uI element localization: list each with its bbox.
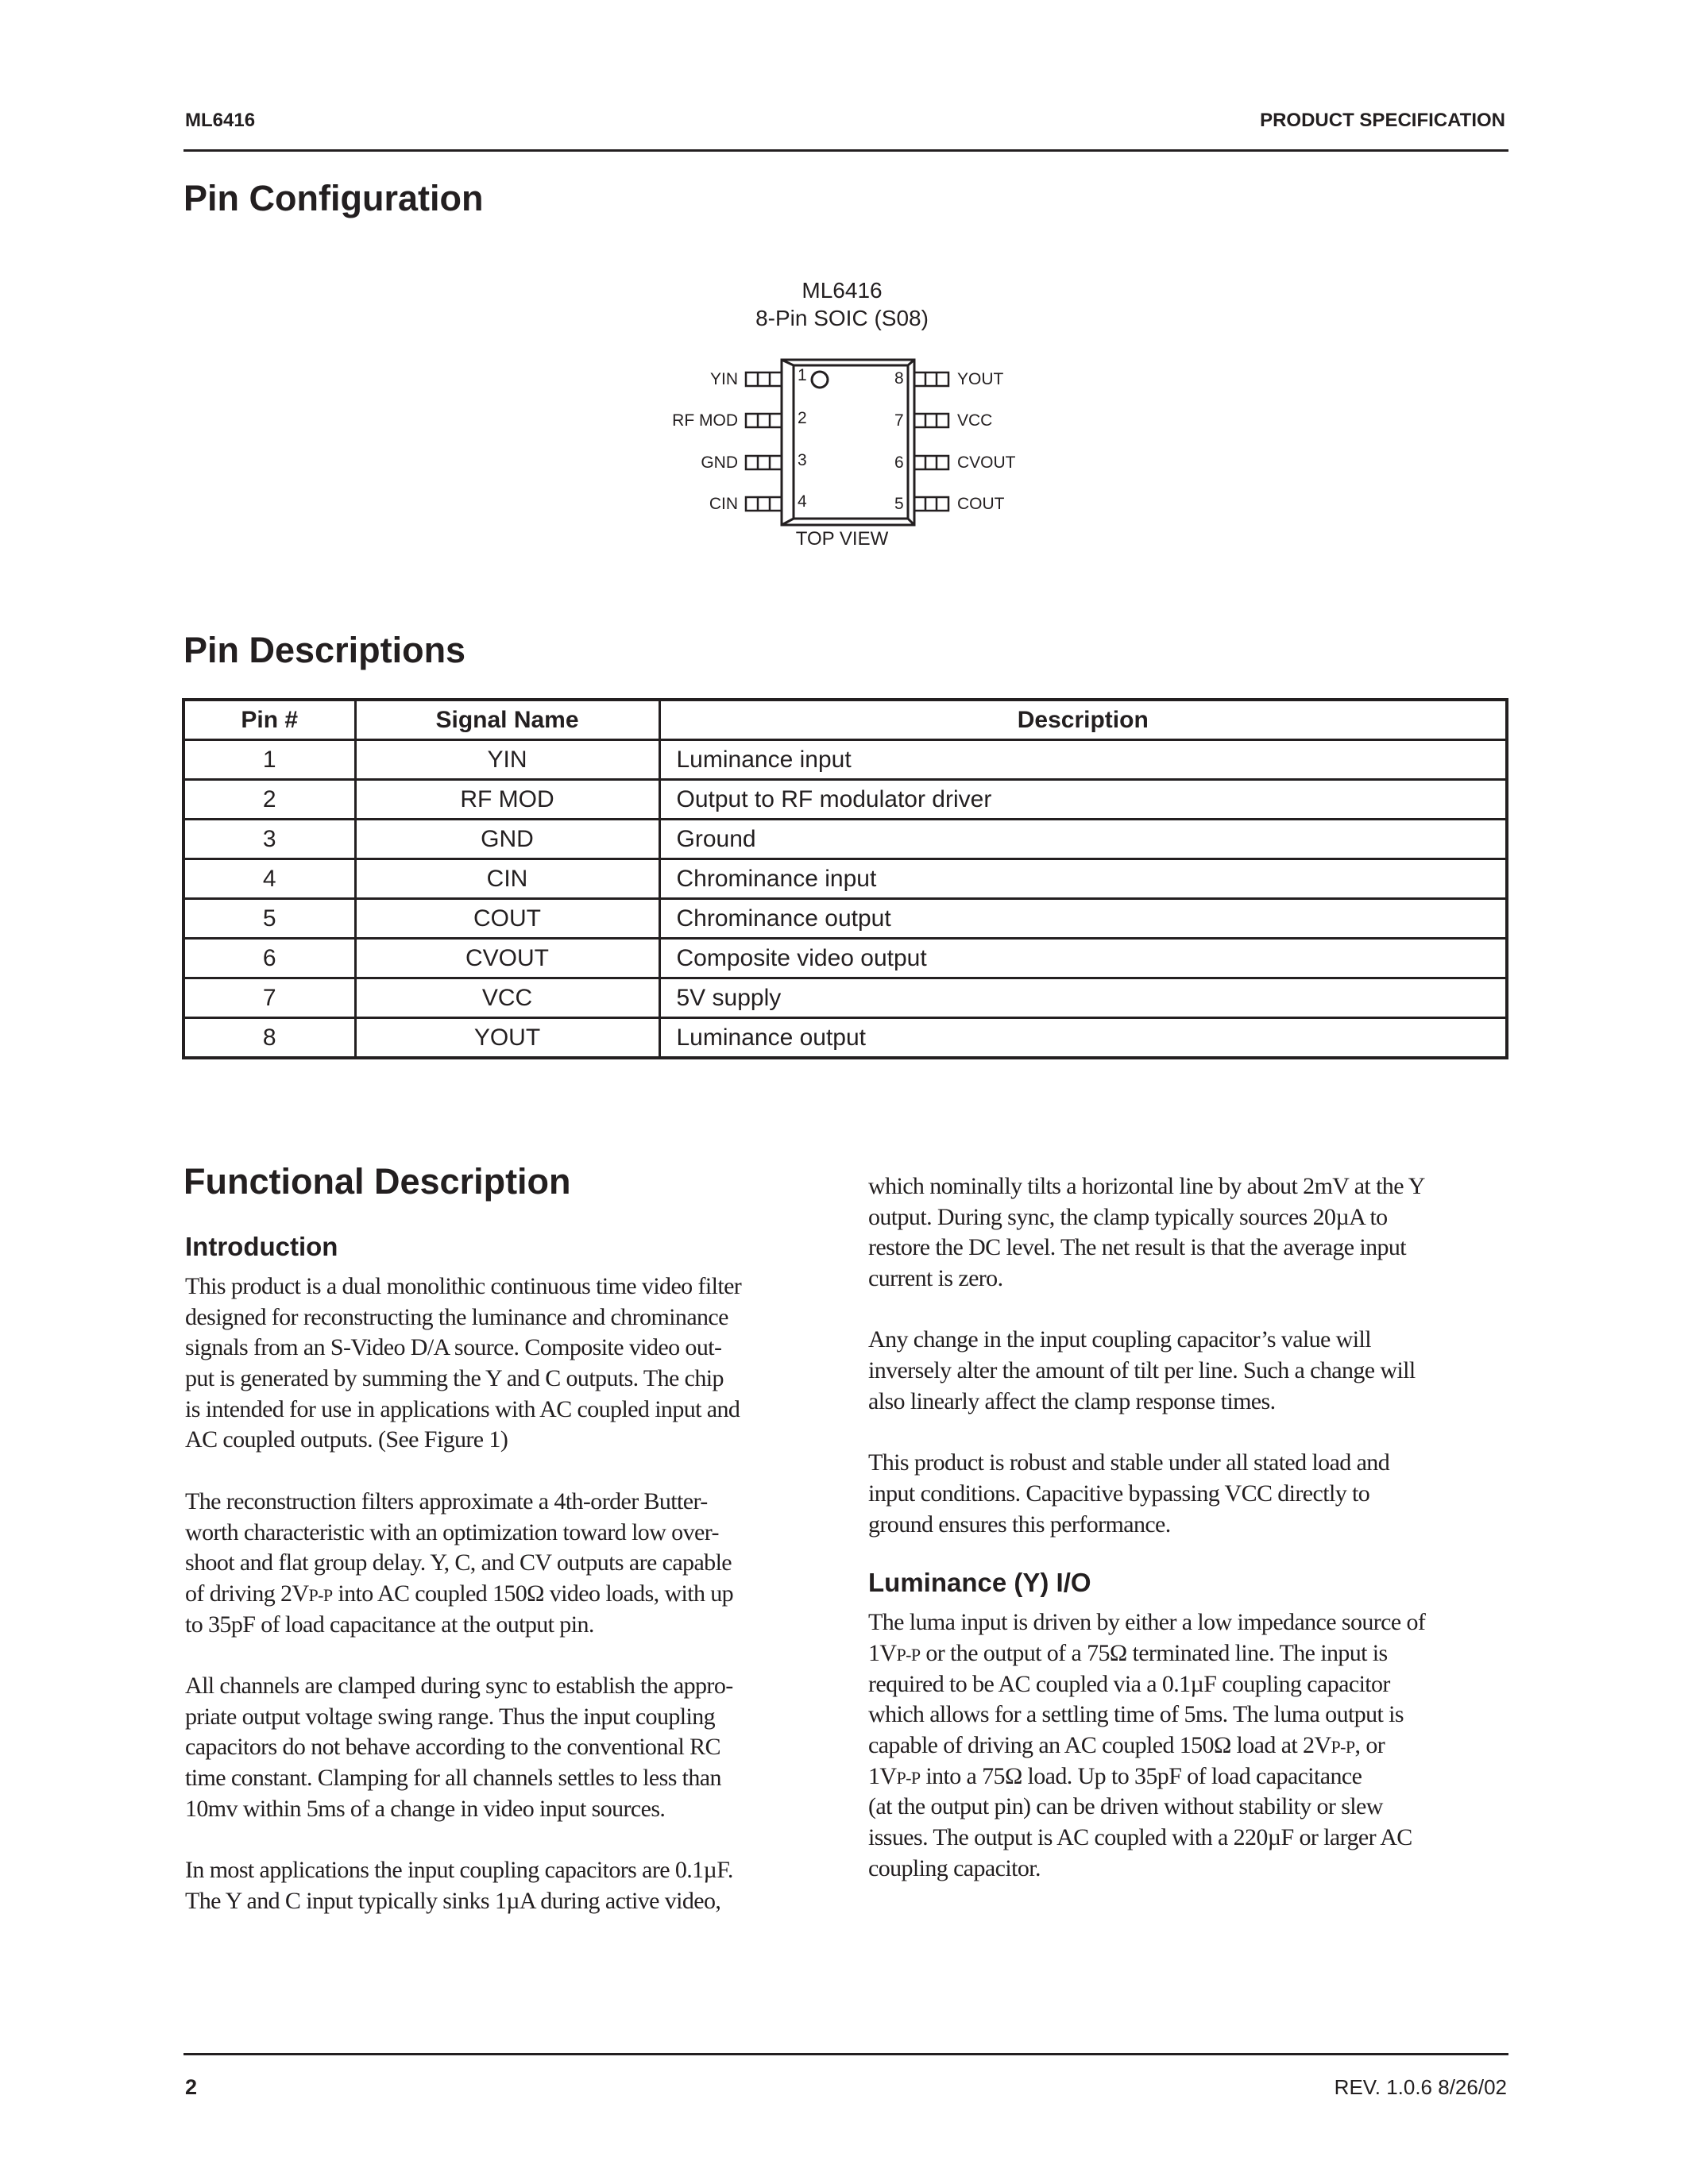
pin-number-6: 6: [894, 453, 904, 472]
pin-number-cell: 6: [183, 939, 355, 978]
intro-paragraph-4: [185, 1855, 836, 1916]
text-line: restore the DC level. The net result is that the average input: [868, 1234, 1407, 1261]
text-line: In most applications the input coupling capacitors are 0.1µF.: [185, 1857, 733, 1884]
text-line: is intended for use in applications with AC coupled input and: [185, 1395, 740, 1422]
intro-paragraph-1: [185, 1271, 836, 1456]
text-line: priate output voltage swing range. Thus the input coupling: [185, 1703, 716, 1730]
pin-number-cell: 2: [183, 780, 355, 820]
pin-number-7: 7: [894, 411, 904, 430]
pin-configuration-heading: Pin Configuration: [183, 178, 484, 218]
text-line: inversely alter the amount of tilt per line. Such a change will: [868, 1357, 1416, 1384]
text-line: coupling capacitor.: [868, 1854, 1041, 1881]
pin-number-5: 5: [894, 495, 904, 513]
text-line: worth characteristic with an optimization toward low over-: [185, 1518, 719, 1545]
text-line: time constant. Clamping for all channels settles to less than: [185, 1765, 721, 1791]
left-column: [185, 1231, 836, 1916]
text-line: capacitors do not behave according to the conventional RC: [185, 1734, 720, 1761]
text-line: 1VP-P or the output of a 75Ω terminated line. The input is: [868, 1639, 1388, 1666]
pin-number-1: 1: [798, 366, 807, 384]
text-line: The Y and C input typically sinks 1µA during active video,: [185, 1887, 721, 1914]
table-row: [183, 859, 1507, 899]
text-line: All channels are clamped during sync to establish the appro-: [185, 1672, 733, 1699]
luminance-io-heading: Luminance (Y) I/O: [868, 1568, 1091, 1598]
text-line: The reconstruction filters approximate a 4th-order Butter-: [185, 1488, 708, 1515]
text-line: current is zero.: [868, 1265, 1003, 1292]
description-cell: Composite video output: [659, 939, 1507, 978]
pin-label-2: RF MOD: [672, 411, 738, 430]
luminance-paragraph: [868, 1607, 1520, 1884]
column-header-signal-name: Signal Name: [355, 700, 659, 740]
signal-name-cell: VCC: [355, 978, 659, 1018]
text-line: The luma input is driven by either a low impedance source of: [868, 1609, 1426, 1636]
text-line: also linearly affect the clamp response times.: [868, 1387, 1276, 1414]
signal-name-cell: RF MOD: [355, 780, 659, 820]
text-line: to 35pF of load capacitance at the output pin.: [185, 1611, 594, 1638]
pin-number-4: 4: [798, 492, 807, 511]
intro-paragraph-4-continued: [868, 1171, 1520, 1295]
description-cell: 5V supply: [659, 978, 1507, 1018]
pin-label-5: COUT: [957, 495, 1005, 513]
text-line: (at the output pin) can be driven without stability or slew: [868, 1793, 1383, 1820]
table-row: [183, 978, 1507, 1018]
column-header-description: Description: [659, 700, 1507, 740]
intro-paragraph-3: [185, 1671, 836, 1824]
table-row: [183, 899, 1507, 939]
text-line: of driving 2VP-P into AC coupled 150Ω video loads, with up: [185, 1580, 734, 1607]
signal-name-cell: GND: [355, 820, 659, 859]
text-line: AC coupled outputs. (See Figure 1): [185, 1426, 508, 1453]
text-line: output. During sync, the clamp typically sources 20µA to: [868, 1203, 1388, 1230]
intro-paragraph-2: [185, 1487, 836, 1640]
text-line: input conditions. Capacitive bypassing VCC directly to: [868, 1480, 1370, 1507]
signal-name-cell: CIN: [355, 859, 659, 899]
description-cell: Luminance output: [659, 1018, 1507, 1059]
soic-chip-icon: [739, 353, 957, 532]
pin-label-8: YOUT: [957, 370, 1004, 388]
functional-description-heading: Functional Description: [183, 1161, 571, 1202]
text-line: required to be AC coupled via a 0.1µF coupling capacitor: [868, 1670, 1390, 1697]
header-part-number: ML6416: [185, 110, 256, 131]
table-row: [183, 740, 1507, 780]
pin-label-7: VCC: [957, 411, 993, 430]
table-row: [183, 939, 1507, 978]
page-number: 2: [185, 2075, 198, 2099]
header-doc-type: PRODUCT SPECIFICATION: [1260, 110, 1505, 131]
intro-paragraph-6: [868, 1448, 1520, 1540]
text-line: put is generated by summing the Y and C outputs. The chip: [185, 1365, 724, 1392]
intro-paragraph-5: [868, 1325, 1520, 1417]
signal-name-cell: CVOUT: [355, 939, 659, 978]
diagram-title: ML6416: [802, 278, 883, 303]
pin-number-cell: 5: [183, 899, 355, 939]
text-line: designed for reconstructing the luminance and chrominance: [185, 1303, 728, 1330]
signal-name-cell: COUT: [355, 899, 659, 939]
description-cell: Luminance input: [659, 740, 1507, 780]
description-cell: Ground: [659, 820, 1507, 859]
table-row: [183, 780, 1507, 820]
pin-descriptions-heading: Pin Descriptions: [183, 630, 466, 670]
pin-label-4: CIN: [709, 495, 738, 513]
pin-number-cell: 8: [183, 1018, 355, 1059]
description-cell: Chrominance output: [659, 899, 1507, 939]
text-line: signals from an S-Video D/A source. Composite video out-: [185, 1334, 722, 1361]
column-header-pin: Pin #: [183, 700, 355, 740]
table-row: [183, 1018, 1507, 1059]
header-rule: [183, 149, 1508, 152]
footer-rule: [183, 2053, 1508, 2055]
signal-name-cell: YIN: [355, 740, 659, 780]
top-view-label: TOP VIEW: [795, 528, 889, 550]
introduction-heading: Introduction: [185, 1232, 338, 1261]
pin-number-cell: 3: [183, 820, 355, 859]
text-line: issues. The output is AC coupled with a 220µF or larger AC: [868, 1824, 1412, 1851]
table-header-row: [183, 700, 1507, 740]
pin-label-6: CVOUT: [957, 453, 1016, 472]
description-cell: Chrominance input: [659, 859, 1507, 899]
text-line: ground ensures this performance.: [868, 1511, 1171, 1538]
pin-descriptions-table: [182, 698, 1508, 1059]
text-line: which allows for a settling time of 5ms. The luma output is: [868, 1701, 1404, 1728]
description-cell: Output to RF modulator driver: [659, 780, 1507, 820]
table-row: [183, 820, 1507, 859]
text-line: 1VP-P into a 75Ω load. Up to 35pF of load capacitance: [868, 1762, 1362, 1789]
right-column: [868, 1171, 1520, 1884]
text-line: which nominally tilts a horizontal line by about 2mV at the Y: [868, 1173, 1425, 1199]
diagram-package: 8-Pin SOIC (S08): [755, 306, 929, 330]
pin-number-cell: 4: [183, 859, 355, 899]
pin-number-cell: 1: [183, 740, 355, 780]
pin-number-8: 8: [894, 369, 904, 388]
pin-number-2: 2: [798, 409, 807, 427]
pin-number-3: 3: [798, 451, 807, 469]
text-line: This product is robust and stable under all stated load and: [868, 1449, 1390, 1476]
text-line: capable of driving an AC coupled 150Ω load at 2VP-P, or: [868, 1732, 1385, 1758]
text-line: Any change in the input coupling capacitor’s value will: [868, 1326, 1371, 1353]
pin-number-cell: 7: [183, 978, 355, 1018]
text-line: 10mv within 5ms of a change in video input sources.: [185, 1795, 666, 1822]
text-line: shoot and flat group delay. Y, C, and CV outputs are capable: [185, 1549, 732, 1576]
text-line: This product is a dual monolithic continuous time video filter: [185, 1273, 742, 1299]
revision-label: REV. 1.0.6 8/26/02: [1334, 2075, 1507, 2099]
signal-name-cell: YOUT: [355, 1018, 659, 1059]
pin-label-1: YIN: [709, 370, 738, 388]
pin-label-3: GND: [701, 453, 738, 472]
